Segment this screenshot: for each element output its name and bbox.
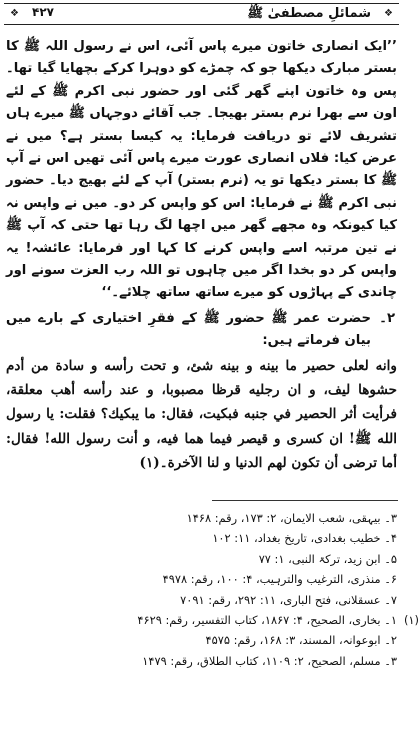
arabic-line: وانه لعلى حصير ما بينه و بينه شئ، و تحت رأسه و سادة من أدم [6, 358, 397, 375]
page-number: ۴۲۷ [32, 5, 54, 19]
hadith-line: میں اچھا لگ رہا تھا حتی کہ آپ ﷺ نے تین مرتبہ اسے واپس کرنے کا کہا اور [6, 218, 397, 256]
hadith-line: چاندی کے پہاڑوں کو میرے ساتھ ساتھ چلائے۔‘‘ [101, 285, 397, 301]
footnote: ۶۔ منذری، الترغیب والترہیب، ۴: ۱۰۰، رقم: ۴۹۷۸ [162, 572, 397, 587]
hadith-line: اکرم ﷺ نے فرمایا: اس کو واپس کر دو۔ میں نے واپس نہ کیا کیونکہ وہ مجھے گھر [6, 195, 397, 234]
footnote-marker: (۱) [403, 613, 419, 628]
arabic-line: رسول الله! فقال: أما ترضى أن تكون لهم الدنيا و لنا الآخرة۔(۱) [6, 430, 397, 471]
page-header [4, 3, 399, 25]
right-ornament-icon: ❖ [384, 8, 393, 19]
hadith-line: کا بستر دیکھا تو یہ (نرم بستر) آپ کے لئے بھیج دیا۔ حضور نبی [6, 173, 397, 211]
hadith-line: دوجہاں ﷺ میرے ہاں تشریف لائے تو دریافت فرمایا: یہ کیسا بستر ہے؟ میں [6, 106, 398, 144]
footnote: ۳۔ بیہقی، شعب الایمان، ۲: ۱۷۳، رقم: ۱۴۶۸ [186, 511, 397, 525]
footnote: ۵۔ ابن زید، ترکۃ النبی، ۱: ۷۷ [258, 551, 397, 566]
footnotes [97, 508, 419, 671]
hadith-line: گئی اور حضور نبی اکرم ﷺ کے لئے اون سے بھرا نرم بستر بھیجا۔ جب آقائے [6, 83, 398, 122]
footnote: ۷۔ عسقلانی، فتح الباری، ۱۱: ۲۹۲، رقم: ۷۰۹۱ [180, 592, 397, 607]
book-title: شمائلِ مصطفیٰ ﷺ [247, 6, 371, 21]
hadith-line: ’’ایک انصاری خاتون میرے پاس آئی، اس نے رسول اللہ ﷺ کا بستر [6, 39, 397, 77]
page-body [6, 36, 397, 475]
footnote: ۴۔ خطیب بغدادی، تاریخ بغداد، ۱۱: ۱۰۲ [212, 531, 397, 546]
arabic-line: فرأيت أثر الحصير في جنبه فبكيت، فقال: ما يبكيك؟ فقلت: [59, 406, 397, 423]
item-number: ۲۔ [379, 310, 395, 326]
hadith-line: مبارک دیکھا جو کہ چمڑے کو دوہرا کرکے بچھایا گیا تھا۔ پس وہ خاتون اپنے گھر [6, 61, 397, 99]
hadith-line: فرمایا: عائشہ! یہ واپس کر دو بخدا اگر میں چاہوں تو اللہ رب العزت سونے اور [6, 240, 397, 279]
footnote: ۳۔ مسلم، الصحیح، ۲: ۱۱۰۹، کتاب الطلاق، رقم: ۱۴۷۹ [142, 653, 397, 668]
footnote-group-1 [97, 610, 419, 671]
hadith-1-paragraph [6, 36, 397, 305]
footnote: ۲۔ ابوعوانہ، المسند، ۳: ۱۶۸، رقم: ۴۵۷۵ [205, 633, 397, 648]
arabic-hadith-text [6, 354, 397, 475]
left-ornament-icon: ❖ [10, 8, 19, 19]
footnote-divider [212, 500, 398, 501]
arabic-line: يا رسول الله ﷺ! ان كسرى و قيصر فيما هما فيه، و أنت [6, 406, 397, 447]
footnote: ۱۔ بخاری، الصحیح، ۴: ۱۸۶۷، کتاب التفسیر، رقم: ۴۶۲۹ [137, 613, 397, 628]
item-2 [6, 308, 397, 353]
item-2-intro: حضرت عمر ﷺ حضور ﷺ کے فقرِ اختیاری کے بارے میں بیان فرماتے ہیں: [6, 310, 371, 349]
hadith-line: نے عرض کیا: فلاں انصاری عورت میرے پاس آئی تھیں اس نے آپ ﷺ [6, 128, 398, 189]
arabic-line: حشوها ليف، و ان رجليه قرظا مصبوبا، و عند رأسه أهب معلقة، [6, 382, 397, 399]
